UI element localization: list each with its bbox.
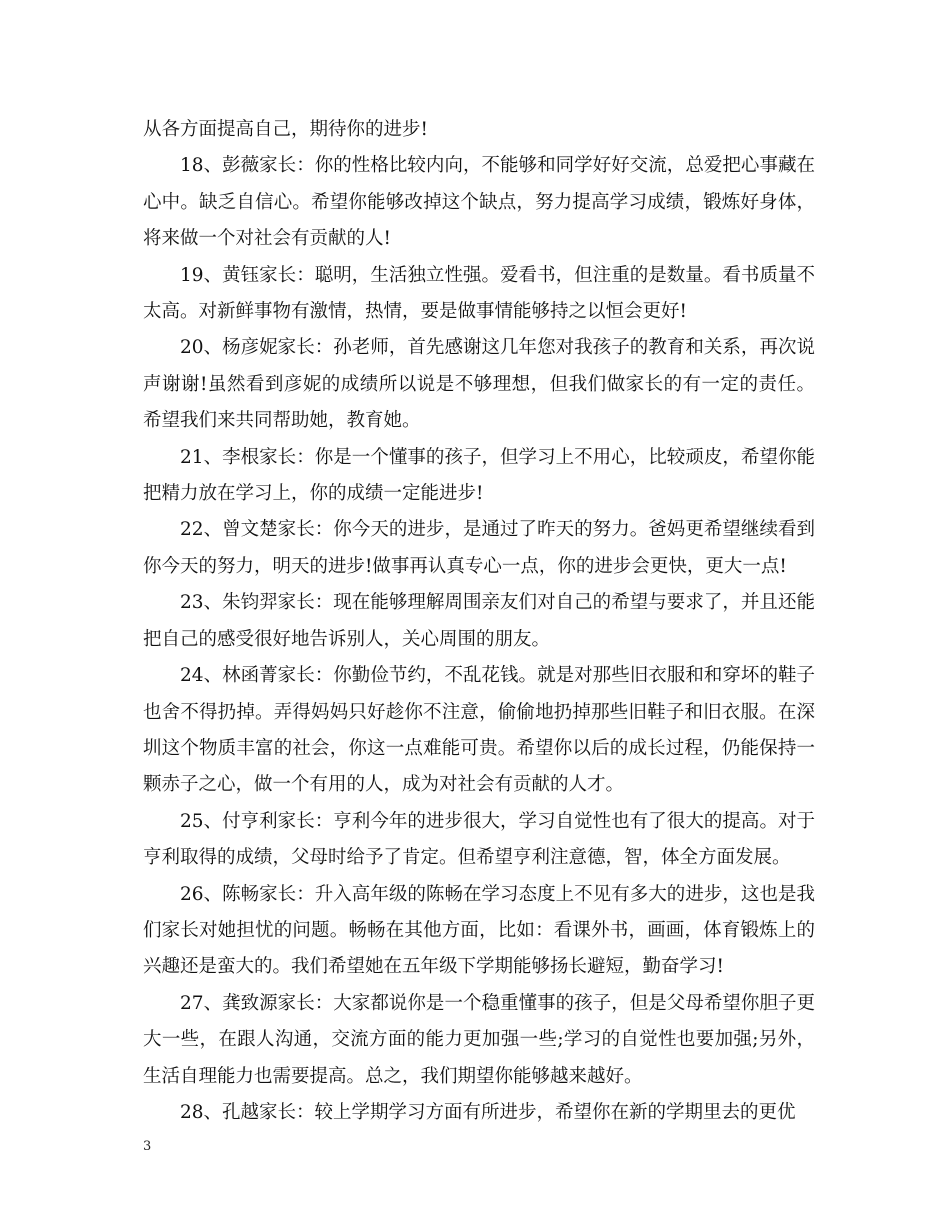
paragraph-comment-21: 21、李根家长：你是一个懂事的孩子，但学习上不用心，比较顽皮，希望你能把精力放在学习上，你的成绩一定能进步! [143,446,815,505]
paragraph-comment-25: 25、付亨利家长：亨利今年的进步很大，学习自觉性也有了很大的提高。对于亨利取得的成绩，父母时给予了肯定。但希望亨利注意德，智，体全方面发展。 [143,810,815,869]
paragraph-comment-20: 20、杨彦妮家长：孙老师，首先感谢这几年您对我孩子的教育和关系，再次说声谢谢!虽然看到彦妮的成绩所以说是不够理想，但我们做家长的有一定的责任。希望我们来共同帮助她，教育她。 [143,337,815,432]
paragraph-comment-18: 18、彭薇家长：你的性格比较内向，不能够和同学好好交流，总爱把心事藏在心中。缺乏自信心。希望你能够改掉这个缺点，努力提高学习成绩，锻炼好身体，将来做一个对社会有贡献的人! [143,155,815,250]
document-body [143,112,815,1131]
paragraph-comment-19: 19、黄钰家长：聪明，生活独立性强。爱看书，但注重的是数量。看书质量不太高。对新鲜事物有激情，热情，要是做事情能够持之以恒会更好! [143,264,815,323]
paragraph-comment-24: 24、林函菁家长：你勤俭节约，不乱花钱。就是对那些旧衣服和和穿坏的鞋子也舍不得扔掉。弄得妈妈只好趁你不注意，偷偷地扔掉那些旧鞋子和旧衣服。在深圳这个物质丰富的社会，你这一点难能可贵。希望你以后的成长过程，仍能保持一颗赤子之心，做一个有用的人，成为对社会有贡献的人才。 [143,665,815,796]
page-number: 3 [143,1139,152,1154]
paragraph-comment-23: 23、朱钧羿家长：现在能够理解周围亲友们对自己的希望与要求了，并且还能把自己的感受很好地告诉别人，关心周围的朋友。 [143,592,815,650]
paragraph-comment-28: 28、孔越家长：较上学期学习方面有所进步，希望你在新的学期里去的更优 [180,1101,796,1123]
paragraph-comment-26: 26、陈畅家长：升入高年级的陈畅在学习态度上不见有多大的进步，这也是我们家长对她担忧的问题。畅畅在其他方面，比如：看课外书，画画，体育锻炼上的兴趣还是蛮大的。我们希望她在五年级下学期能够扬长避短，勤奋学习! [143,883,815,978]
paragraph-continuation: 从各方面提高自己，期待你的进步! [143,119,428,140]
paragraph-comment-22: 22、曾文楚家长：你今天的进步，是通过了昨天的努力。爸妈更希望继续看到你今天的努力，明天的进步!做事再认真专心一点，你的进步会更快，更大一点! [143,519,815,577]
paragraph-comment-27: 27、龚致源家长：大家都说你是一个稳重懂事的孩子，但是父母希望你胆子更大一些，在跟人沟通，交流方面的能力更加强一些;学习的自觉性也要加强;另外，生活自理能力也需要提高。总之，我们期望你能够越来越好。 [143,992,815,1087]
